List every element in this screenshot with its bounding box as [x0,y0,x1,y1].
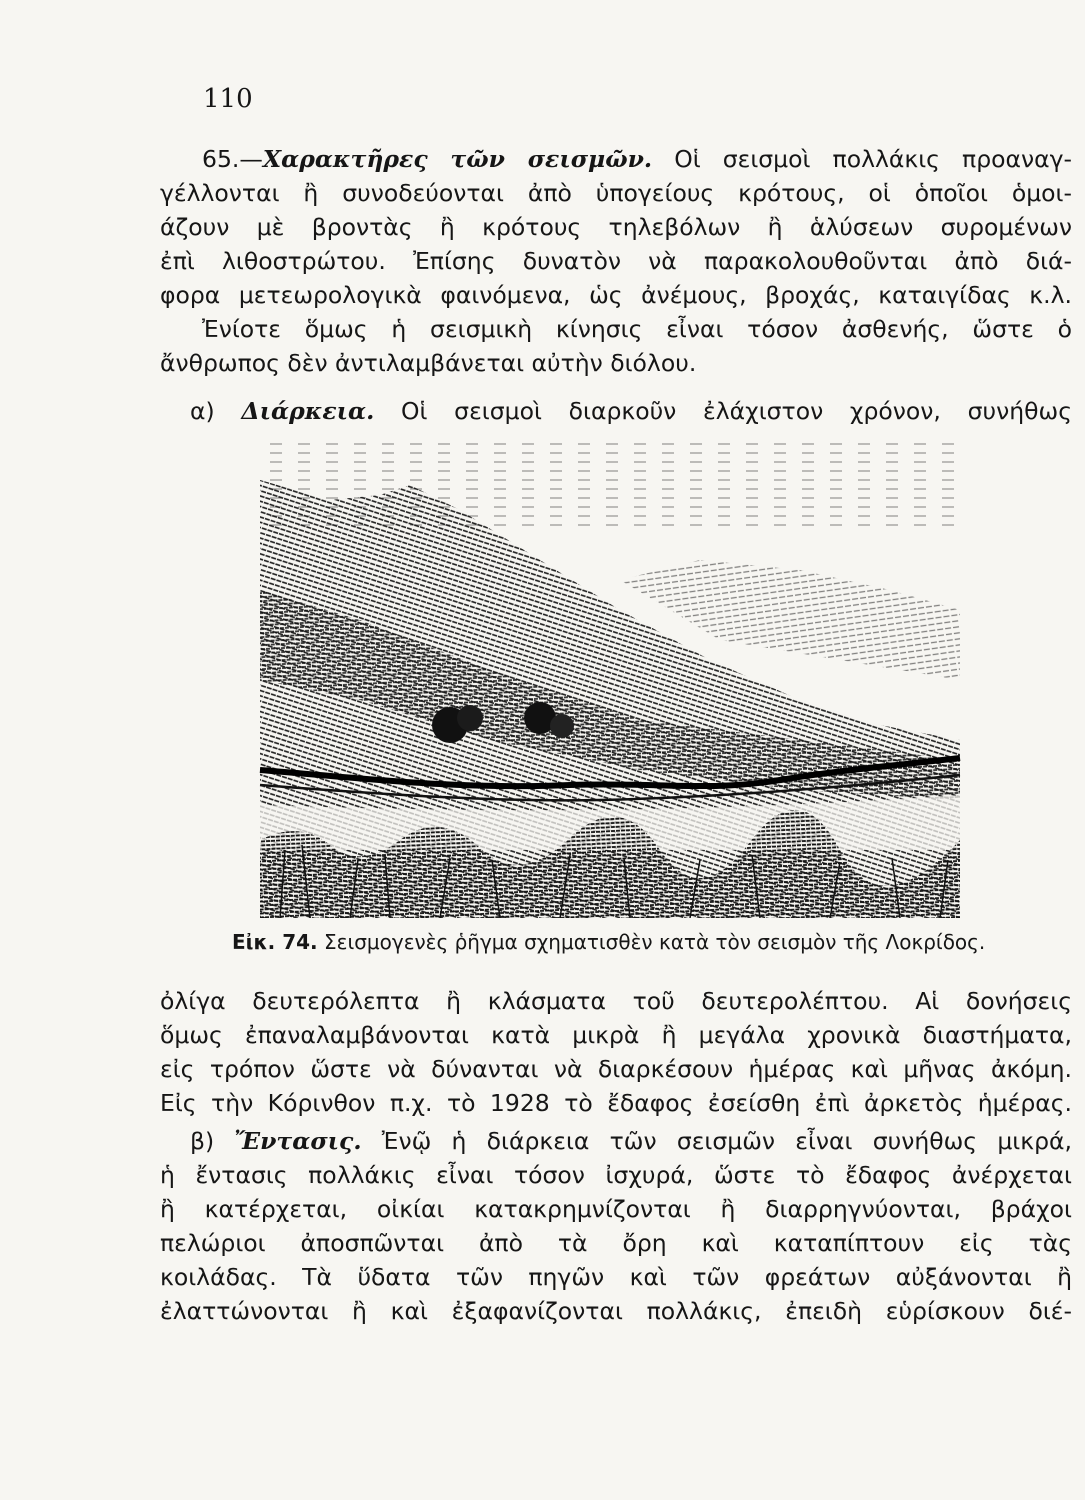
section-65-paragraph [160,142,1072,380]
duration-line-0: ὀλίγα δευτερόλεπτα ἢ κλάσματα τοῦ δευτερολέπτου. Αἱ δονήσεις [160,987,1072,1015]
section-line-4: φορα μετεωρολογικὰ φαινόμενα, ὡς ἀνέμους, βροχάς, καταιγίδας κ.λ. [160,281,1072,309]
intensity-line-0: ἡ ἔντασις πολλάκις εἶναι τόσον ἰσχυρά, ὥστε τὸ ἔδαφος ἀνέρχεται [160,1161,1072,1189]
figure-caption-text: Σεισμογενὲς ῥῆγμα σχηματισθὲν κατὰ τὸν σεισμὸν τῆς Λοκρίδος. [324,930,986,954]
figure-label: Εἰκ. 74. [232,930,318,954]
intensity-line-4: ἐλαττώνονται ἢ καὶ ἐξαφανίζονται πολλάκις, ἐπειδὴ εὑρίσκουν διέ- [160,1297,1072,1325]
duration-heading-paragraph [160,394,1072,428]
figure-caption [232,930,985,954]
intensity-first-text: Ἐνῷ ἡ διάρκεια τῶν σεισμῶν εἶναι συνήθως μικρά, [381,1127,1072,1155]
page-number: 110 [203,84,253,114]
landscape-engraving [240,440,980,918]
duration-title: Διάρκεια. [241,397,375,425]
intensity-line-3: κοιλάδας. Τὰ ὕδατα τῶν πηγῶν καὶ τῶν φρεάτων αὐξάνονται ἢ [160,1263,1072,1291]
section-line-1: γέλλονται ἢ συνοδεύονται ἀπὸ ὑπογείους κρότους, οἱ ὁποῖοι ὁμοι- [160,179,1072,207]
section-number: 65. [202,145,240,173]
earthquake-fissure-illustration [240,440,980,918]
duration-paragraph [160,984,1072,1120]
duration-first-line [160,394,1072,428]
duration-line-1: ὅμως ἐπαναλαμβάνονται κατὰ μικρὰ ἢ μεγάλα χρονικὰ διαστήματα, [160,1021,1072,1049]
duration-line-3: Εἰς τὴν Κόρινθον π.χ. τὸ 1928 τὸ ἔδαφος ἐσείσθη ἐπὶ ἀρκετὸς ἡμέρας. [160,1089,1072,1117]
duration-line-2: εἰς τρόπον ὥστε νὰ δύνανται νὰ διαρκέσουν ἡμέρας καὶ μῆνας ἀκόμη. [160,1055,1072,1083]
intensity-title: Ἔντασις. [234,1127,362,1155]
section-line-5: Ἐνίοτε ὅμως ἡ σεισμικὴ κίνησις εἶναι τόσον ἀσθενής, ὥστε ὁ [202,315,1072,343]
section-title: Χαρακτῆρες τῶν σεισμῶν. [262,145,653,173]
section-line-2: άζουν μὲ βροντὰς ἢ κρότους τηλεβόλων ἢ ἁλύσεων συρομένων [160,213,1072,241]
intensity-paragraph [160,1124,1072,1328]
intensity-first-line [160,1124,1072,1158]
section-line-3: ἐπὶ λιθοστρώτου. Ἐπίσης δυνατὸν νὰ παρακολουθοῦνται ἀπὸ διά- [160,247,1072,275]
section-line-0: Οἱ σεισμοὶ πολλάκις προαναγ- [674,145,1072,173]
intensity-line-2: πελώριοι ἀποσπῶνται ἀπὸ τὰ ὄρη καὶ καταπίπτουν εἰς τὰς [160,1229,1072,1257]
duration-first-text: Οἱ σεισμοὶ διαρκοῦν ἐλάχιστον χρόνον, συνήθως [401,397,1072,425]
intensity-line-1: ἢ κατέρχεται, οἰκίαι κατακρημνίζονται ἢ διαρρηγνύονται, βράχοι [160,1195,1072,1223]
intensity-label: β) [190,1127,215,1155]
section-line-6: ἄνθρωπος δὲν ἀντιλαμβάνεται αὐτὴν διόλου. [160,349,697,377]
duration-label: α) [190,397,215,425]
section-first-line: 65.—Χαρακτῆρες τῶν σεισμῶν. Οἱ σεισμοὶ πολλάκις προαναγ- [202,145,1072,173]
